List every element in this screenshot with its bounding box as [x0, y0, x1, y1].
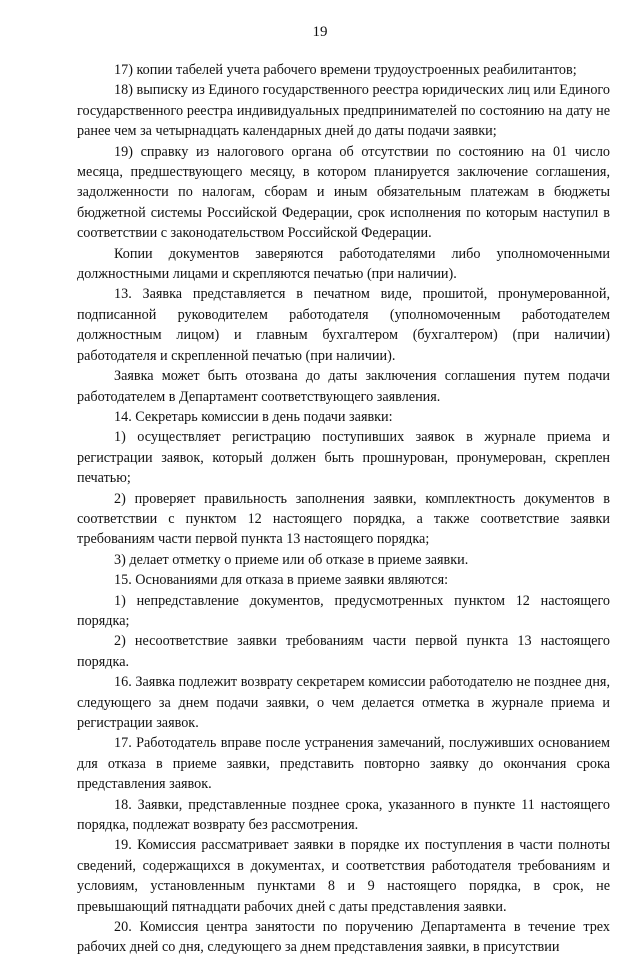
- clause-15-item-1: 1) непредставление документов, предусмотренных пунктом 12 настоящего порядка;: [77, 592, 610, 629]
- clause-17-resubmission: 17. Работодатель вправе после устранения замечаний, послуживших основанием для отказа в приеме заявки, представить повторно заявку до окончания срока представления заявок.: [77, 735, 610, 793]
- clause-18-late-applications: 18. Заявки, представленные позднее срока, указанного в пункте 11 настоящего порядка, подлежат возврату без рассмотрения.: [77, 796, 610, 834]
- clause-14-item-3: 3) делает отметку о приеме или об отказе в приеме заявки.: [114, 551, 469, 568]
- clause-14-item-1: 1) осуществляет регистрацию поступивших заявок в журнале приема и регистрации заявок, который должен быть прошнурован, пронумерован, скреплен печатью;: [77, 429, 610, 487]
- clause-19-review: 19. Комиссия рассматривает заявки в порядке их поступления в части полноты сведений, содержащихся в документах, и соответствия работодателя требованиям и условиям, установленным пунктами 8 и 9 настоящего порядка, в срок, не превышающий пятнадцати рабочих дней с даты представления заявки.: [77, 837, 610, 915]
- clause-15-refusal-grounds: 15. Основаниями для отказа в приеме заявки являются:: [114, 572, 449, 589]
- clause-13-application-format: 13. Заявка представляется в печатном виде, прошитой, пронумерованной, подписанной руководителем работодателя (уполномоченным работодателем должностным лицом) и главным бухгалтером (бухгалтером) (при наличии) работодателя и скрепленной печатью (при наличии).: [77, 286, 610, 364]
- list-item-18-registry-extract: 18) выписку из Единого государственного реестра юридических лиц или Единого государственного реестра индивидуальных предпринимателей по состоянию на дату не ранее чем за четырнадцать календарных дней до даты подачи заявки;: [77, 82, 610, 140]
- page-number: 19: [312, 24, 328, 40]
- clause-20-inspection: 20. Комиссия центра занятости по поручению Департамента в течение трех рабочих дней со дня, следующего за днем представления заявки, в присутствии: [77, 919, 610, 956]
- clause-14-secretary-duties: 14. Секретарь комиссии в день подачи заявки:: [114, 408, 393, 425]
- list-item-17-timesheets: 17) копии табелей учета рабочего времени трудоустроенных реабилитантов;: [114, 62, 577, 78]
- list-item-19-tax-certificate: 19) справку из налогового органа об отсутствии по состоянию на 01 число месяца, предшествующего месяцу, в котором планируется заключение соглашения, задолженности по налогам, сборам и иным обязательным платежам в бюджеты бюджетной системы Российской Федерации, срок исполнения по которым наступил в соответствии с законодательством Российской Федерации.: [77, 143, 610, 242]
- clause-15-item-2: 2) несоответствие заявки требованиям части первой пункта 13 настоящего порядка.: [77, 633, 610, 670]
- clause-16-return: 16. Заявка подлежит возврату секретарем комиссии работодателю не позднее дня, следующего за днем подачи заявки, о чем делается отметка в журнале приема и регистрации заявок.: [77, 674, 610, 731]
- paragraph-application-withdrawal: Заявка может быть отозвана до даты заключения соглашения путем подачи работодателем в Департамент соответствующего заявления.: [77, 368, 610, 405]
- document-body: [77, 60, 610, 958]
- paragraph-copies-certification: Копии документов заверяются работодателями либо уполномоченными должностными лицами и скрепляются печатью (при наличии).: [77, 245, 610, 283]
- clause-14-item-2: 2) проверяет правильность заполнения заявки, комплектность документов в соответствии с пунктом 12 настоящего порядка, а также соответствие заявки требованиям части первой пункта 13 настоящего порядка;: [77, 490, 610, 548]
